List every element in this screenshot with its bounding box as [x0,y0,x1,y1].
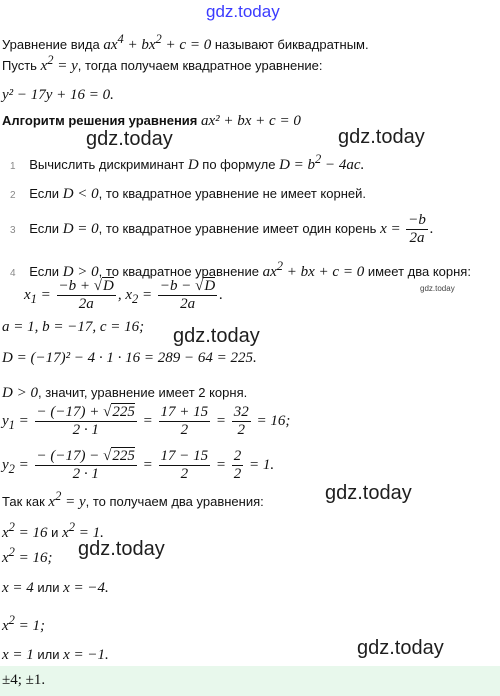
step-3: 3 Если D = 0, то квадратное уравнение имеет один корень x = $\frac{-b}{2a}$ . [10,212,434,246]
coefficients: a = 1, b = −17, c = 16; [2,319,145,335]
watermark-top: gdz.today [206,2,280,21]
watermark: gdz.today [173,325,260,347]
eq-16: $x^2 = 16$; [2,545,53,566]
watermark: gdz.today [357,637,444,659]
eq-1: $x^2 = 1$; [2,613,46,634]
watermark: gdz.today [325,482,412,504]
step-2: 2 Если D < 0, то квадратное уравнение не имеет корней. [10,186,366,202]
answer-text: ±4; ±1. [2,672,46,688]
algo-title: Алгоритм решения уравнения ax² + bx + c = 0 [2,113,301,129]
step-4: 4 Если D > 0, то квадратное уравнение $ax^2$ + bx + c = 0 имеет два корня: [10,259,471,280]
step-4-roots: $x_1$ = $\frac{-b + √D}{2a}$ , $x_2$ = $\frac{-b - √D}{2a}$ . [24,278,223,312]
root-y1: $y_1$ = $\frac{- (-17) + √225}{2 \cdot 1}$ = $\frac{17 + 15}{2}$ = $\frac{32}{2}$ = 16; [2,404,291,438]
disc-positive: D > 0, значит, уравнение имеет 2 корня. [2,385,248,401]
two-equations: $x^2 = 16$ и $x^2 = 1$. [2,520,104,541]
since-line: Так как $x^2 = y$, то получаем два уравнения: [2,489,264,510]
step-1: 1 Вычислить дискриминант D по формуле $D = b^2 - 4ac$. [10,152,365,173]
watermark-small: gdz.today [420,284,455,293]
discriminant: D = (−17)² − 4 · 1 · 16 = 289 − 64 = 225. [2,350,257,366]
main-equation: y² − 17y + 16 = 0. [2,87,114,103]
intro-line-2: Пусть $x^2 = y$, тогда получаем квадратное уравнение: [2,53,323,74]
root-y2: $y_2$ = $\frac{- (-17) - √225}{2 \cdot 1}$ = $\frac{17 - 15}{2}$ = $\frac{2}{2}$ = 1. [2,448,275,482]
solution-1: x = 1 или x = −1. [2,647,109,663]
watermark: gdz.today [78,538,165,560]
watermark: gdz.today [86,128,173,150]
answer-box [0,666,500,696]
intro-line-1: Уравнение вида $ax^4 + bx^2 + c = 0$ называют биквадратным. [2,32,369,53]
watermark: gdz.today [338,126,425,148]
solution-16: x = 4 или x = −4. [2,580,109,596]
